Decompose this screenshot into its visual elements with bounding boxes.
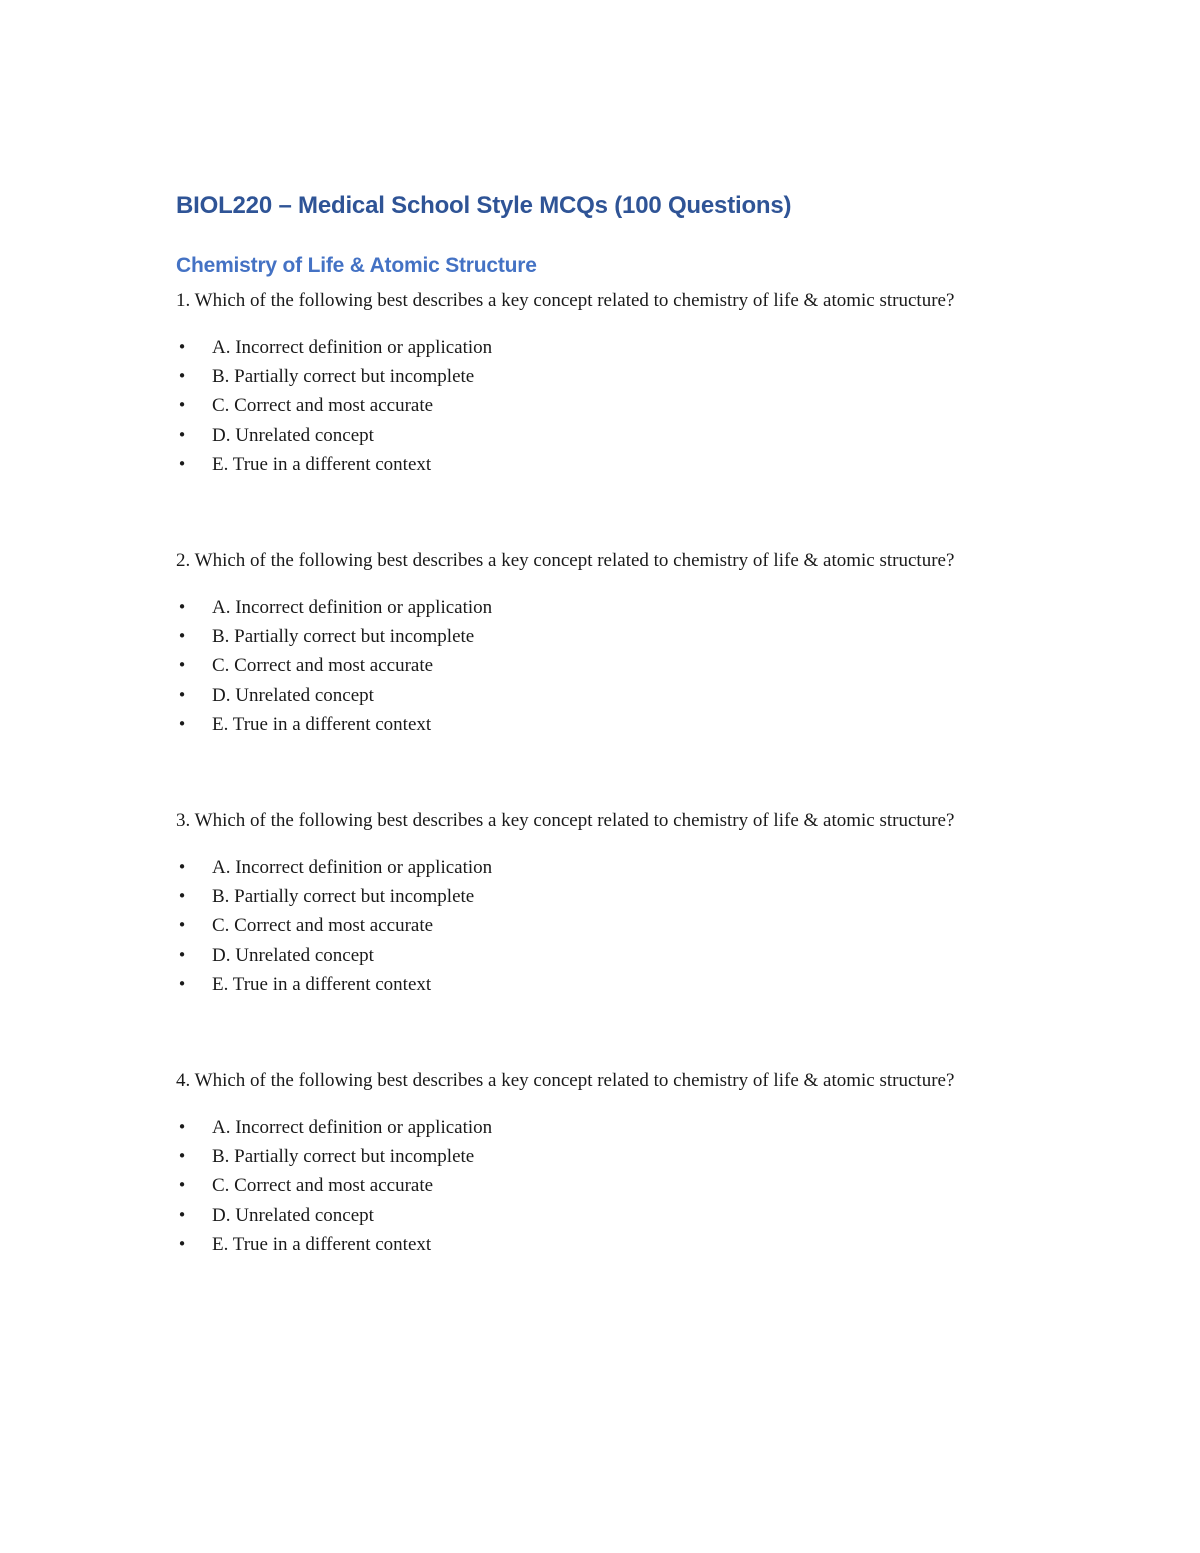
answer-option-d [176,681,1036,710]
question-spacer [176,739,1036,806]
option-label: A. Incorrect definition or application [212,597,493,619]
bullet-icon: • [177,916,187,935]
answer-option-c [176,651,1036,680]
option-label: A. Incorrect definition or application [212,857,493,879]
question-4 [176,1066,1036,1259]
answer-option-e [176,1230,1036,1259]
answer-option-e [176,970,1036,999]
document-title: BIOL220 – Medical School Style MCQs (100 Questions) [176,192,792,219]
answer-option-b [176,882,1036,911]
answer-option-e [176,710,1036,739]
option-label: E. True in a different context [212,1233,432,1255]
bullet-icon: • [177,945,187,964]
option-label: B. Partially correct but incomplete [212,366,475,388]
option-label: C. Correct and most accurate [212,655,434,677]
question-text: 4. Which of the following best describes a key concept related to chemistry of life & atomic structure? [176,1070,955,1092]
answer-option-b [176,362,1036,391]
answer-option-c [176,911,1036,940]
option-label: E. True in a different context [212,453,432,475]
question-text: 3. Which of the following best describes a key concept related to chemistry of life & atomic structure? [176,810,955,832]
answer-option-a [176,593,1036,622]
question-spacer [176,479,1036,546]
question-3 [176,806,1036,999]
question-text: 2. Which of the following best describes a key concept related to chemistry of life & atomic structure? [176,550,955,572]
bullet-icon: • [177,396,187,415]
answer-option-a [176,853,1036,882]
answer-options [176,853,1036,999]
answer-option-d [176,1201,1036,1230]
bullet-icon: • [177,598,187,617]
answer-options [176,333,1036,479]
bullet-icon: • [177,1205,187,1224]
bullet-icon: • [177,338,187,356]
bullet-icon: • [177,887,187,906]
bullet-icon: • [177,858,187,877]
bullet-icon: • [177,367,187,386]
question-1 [176,286,1036,479]
bullet-icon: • [177,627,187,646]
answer-option-c [176,1171,1036,1200]
bullet-icon: • [177,1176,187,1195]
question-2 [176,546,1036,739]
bullet-icon: • [177,974,187,993]
answer-option-b [176,1142,1036,1171]
option-label: B. Partially correct but incomplete [212,886,475,908]
option-label: A. Incorrect definition or application [212,337,493,358]
bullet-icon: • [177,1234,187,1253]
answer-option-a [176,1113,1036,1142]
answer-option-d [176,941,1036,970]
option-label: C. Correct and most accurate [212,1175,434,1197]
option-label: D. Unrelated concept [212,424,374,446]
bullet-icon: • [177,714,187,733]
document-page [176,190,1036,1259]
option-label: E. True in a different context [212,973,432,995]
bullet-icon: • [177,1118,187,1137]
option-label: B. Partially correct but incomplete [212,1146,475,1168]
bullet-icon: • [177,685,187,704]
answer-option-b [176,622,1036,651]
answer-option-d [176,421,1036,450]
option-label: A. Incorrect definition or application [212,1117,493,1139]
question-spacer [176,999,1036,1066]
option-label: C. Correct and most accurate [212,395,434,417]
option-label: C. Correct and most accurate [212,915,434,937]
bullet-icon: • [177,1147,187,1166]
option-label: D. Unrelated concept [212,944,374,966]
answer-option-e [176,450,1036,479]
answer-option-c [176,391,1036,420]
answer-options [176,1113,1036,1259]
bullet-icon: • [177,656,187,675]
answer-option-a [176,333,1036,362]
option-label: E. True in a different context [212,713,432,735]
bullet-icon: • [177,454,187,473]
answer-options [176,593,1036,739]
section-heading: Chemistry of Life & Atomic Structure [176,254,537,277]
question-text: 1. Which of the following best describes a key concept related to chemistry of life & atomic structure? [176,290,955,311]
option-label: B. Partially correct but incomplete [212,626,475,648]
option-label: D. Unrelated concept [212,1204,374,1226]
bullet-icon: • [177,425,187,444]
option-label: D. Unrelated concept [212,684,374,706]
